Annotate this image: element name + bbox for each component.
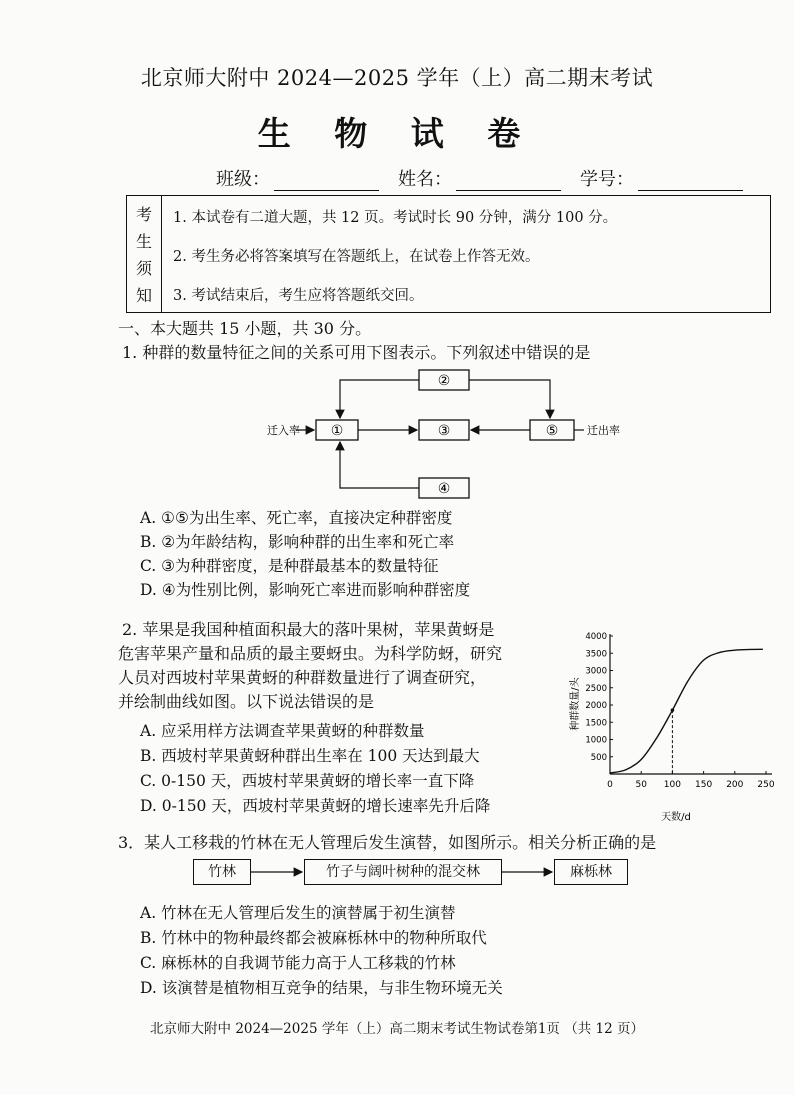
population-feature-diagram bbox=[262, 368, 662, 502]
school-exam-title: 北京师大附中 2024—2025 学年（上）高二期末考试 bbox=[140, 66, 654, 90]
x-tick-label: 200 bbox=[726, 780, 744, 790]
class-field[interactable] bbox=[216, 165, 379, 191]
flow-oak-forest: 麻栎林 bbox=[554, 859, 628, 885]
y-tick-label: 1000 bbox=[585, 735, 607, 746]
name-field[interactable] bbox=[398, 165, 561, 191]
exam-notice-box bbox=[126, 195, 771, 313]
student-id-label: 学号： bbox=[580, 169, 634, 190]
page-footer: 北京师大附中 2024—2025 学年（上）高二期末考试生物试卷第1页 （共 12 页） bbox=[150, 1021, 644, 1037]
flow-mixed-forest: 竹子与阔叶树种的混交林 bbox=[304, 859, 502, 885]
question-2-stem-line: 人员对西坡村苹果黄蚜的种群数量进行了调查研究， bbox=[118, 668, 487, 687]
student-id-blank[interactable] bbox=[638, 170, 743, 191]
x-axis-label: 天数/d bbox=[661, 812, 691, 823]
y-tick-label: 2000 bbox=[585, 701, 607, 711]
class-blank[interactable] bbox=[274, 170, 379, 191]
emigration-label: 迁出率 bbox=[587, 424, 620, 437]
class-label: 班级： bbox=[216, 169, 270, 190]
q1-option-a: A. ①⑤为出生率、死亡率，直接决定种群密度 bbox=[140, 509, 453, 527]
marker-point bbox=[671, 708, 675, 712]
y-tick-label: 500 bbox=[590, 752, 607, 763]
notice-line: 2. 考生务必将答案填写在答题纸上，在试卷上作答无效。 bbox=[173, 249, 540, 265]
y-axis-label: 种群数量/头 bbox=[570, 677, 581, 731]
section-heading: 一、本大题共 15 小题，共 30 分。 bbox=[118, 319, 372, 338]
notice-char: 生 bbox=[136, 232, 153, 251]
box-2-label: ② bbox=[437, 373, 451, 389]
notice-line: 1. 本试卷有二道大题，共 12 页。考试时长 90 分钟，满分 100 分。 bbox=[173, 210, 618, 226]
box-4-label: ④ bbox=[437, 481, 451, 497]
notice-line: 3. 考试结束后，考生应将答题纸交回。 bbox=[173, 288, 424, 304]
q3-option-b: B. 竹林中的物种最终都会被麻栎林中的物种所取代 bbox=[140, 929, 487, 947]
chart-axes bbox=[610, 634, 772, 774]
q2-option-c: C. 0-150 天，西坡村苹果黄蚜的增长率一直下降 bbox=[140, 772, 475, 790]
immigration-label: 迁入率 bbox=[267, 424, 300, 437]
paper-title: 生 物 试 卷 bbox=[257, 114, 537, 153]
box-1-label: ① bbox=[330, 423, 344, 439]
q2-option-b: B. 西坡村苹果黄蚜种群出生率在 100 天达到最大 bbox=[140, 747, 480, 765]
q2-option-d: D. 0-150 天，西坡村苹果黄蚜的增长速率先升后降 bbox=[140, 797, 491, 815]
student-id-field[interactable] bbox=[580, 165, 743, 191]
x-tick-label: 50 bbox=[635, 780, 647, 790]
q3-option-c: C. 麻栎林的自我调节能力高于人工移栽的竹林 bbox=[140, 954, 456, 972]
notice-char: 须 bbox=[136, 259, 153, 278]
x-tick-label: 250 bbox=[757, 780, 775, 790]
question-2-stem-line: 2. 苹果是我国种植面积最大的落叶果树，苹果黄蚜是 bbox=[122, 620, 495, 639]
question-3-stem: 3．某人工移栽的竹林在无人管理后发生演替，如图所示。相关分析正确的是 bbox=[118, 833, 657, 852]
q1-option-b: B. ②为年龄结构，影响种群的出生率和死亡率 bbox=[140, 533, 455, 551]
population-curve bbox=[610, 649, 763, 773]
q3-option-a: A. 竹林在无人管理后发生的演替属于初生演替 bbox=[140, 904, 456, 922]
chart-ticks bbox=[585, 632, 774, 790]
y-tick-label: 3500 bbox=[585, 649, 607, 660]
q3-option-d: D. 该演替是植物相互竞争的结果，与非生物环境无关 bbox=[140, 979, 503, 997]
flow-bamboo-forest: 竹林 bbox=[193, 859, 251, 885]
x-tick-label: 100 bbox=[663, 780, 681, 790]
notice-char: 知 bbox=[136, 286, 153, 305]
x-tick-label: 0 bbox=[607, 780, 613, 790]
question-2-stem-line: 危害苹果产量和品质的最主要蚜虫。为科学防蚜，研究 bbox=[118, 644, 503, 663]
q1-option-d: D. ④为性别比例，影响死亡率进而影响种群密度 bbox=[140, 581, 471, 599]
chart-series bbox=[610, 649, 763, 774]
box-3-label: ③ bbox=[437, 423, 451, 439]
notice-char: 考 bbox=[136, 205, 153, 224]
y-tick-label: 4000 bbox=[585, 632, 607, 642]
notice-side-label bbox=[127, 196, 162, 312]
y-tick-label: 3000 bbox=[585, 666, 607, 677]
y-tick-label: 1500 bbox=[585, 718, 607, 729]
q1-option-c: C. ③为种群密度，是种群最基本的数量特征 bbox=[140, 557, 439, 575]
question-2-stem-line: 并绘制曲线如图。以下说法错误的是 bbox=[118, 692, 375, 711]
q2-option-a: A. 应采用样方法调查苹果黄蚜的种群数量 bbox=[140, 722, 425, 740]
question-1-stem: 1. 种群的数量特征之间的关系可用下图表示。下列叙述中错误的是 bbox=[122, 343, 591, 362]
name-blank[interactable] bbox=[456, 170, 561, 191]
name-label: 姓名： bbox=[398, 169, 452, 190]
y-tick-label: 2500 bbox=[585, 683, 607, 694]
flow-arrows bbox=[249, 862, 559, 882]
aphid-population-chart bbox=[566, 628, 780, 828]
box-5-label: ⑤ bbox=[545, 423, 559, 439]
x-tick-label: 150 bbox=[695, 780, 713, 790]
